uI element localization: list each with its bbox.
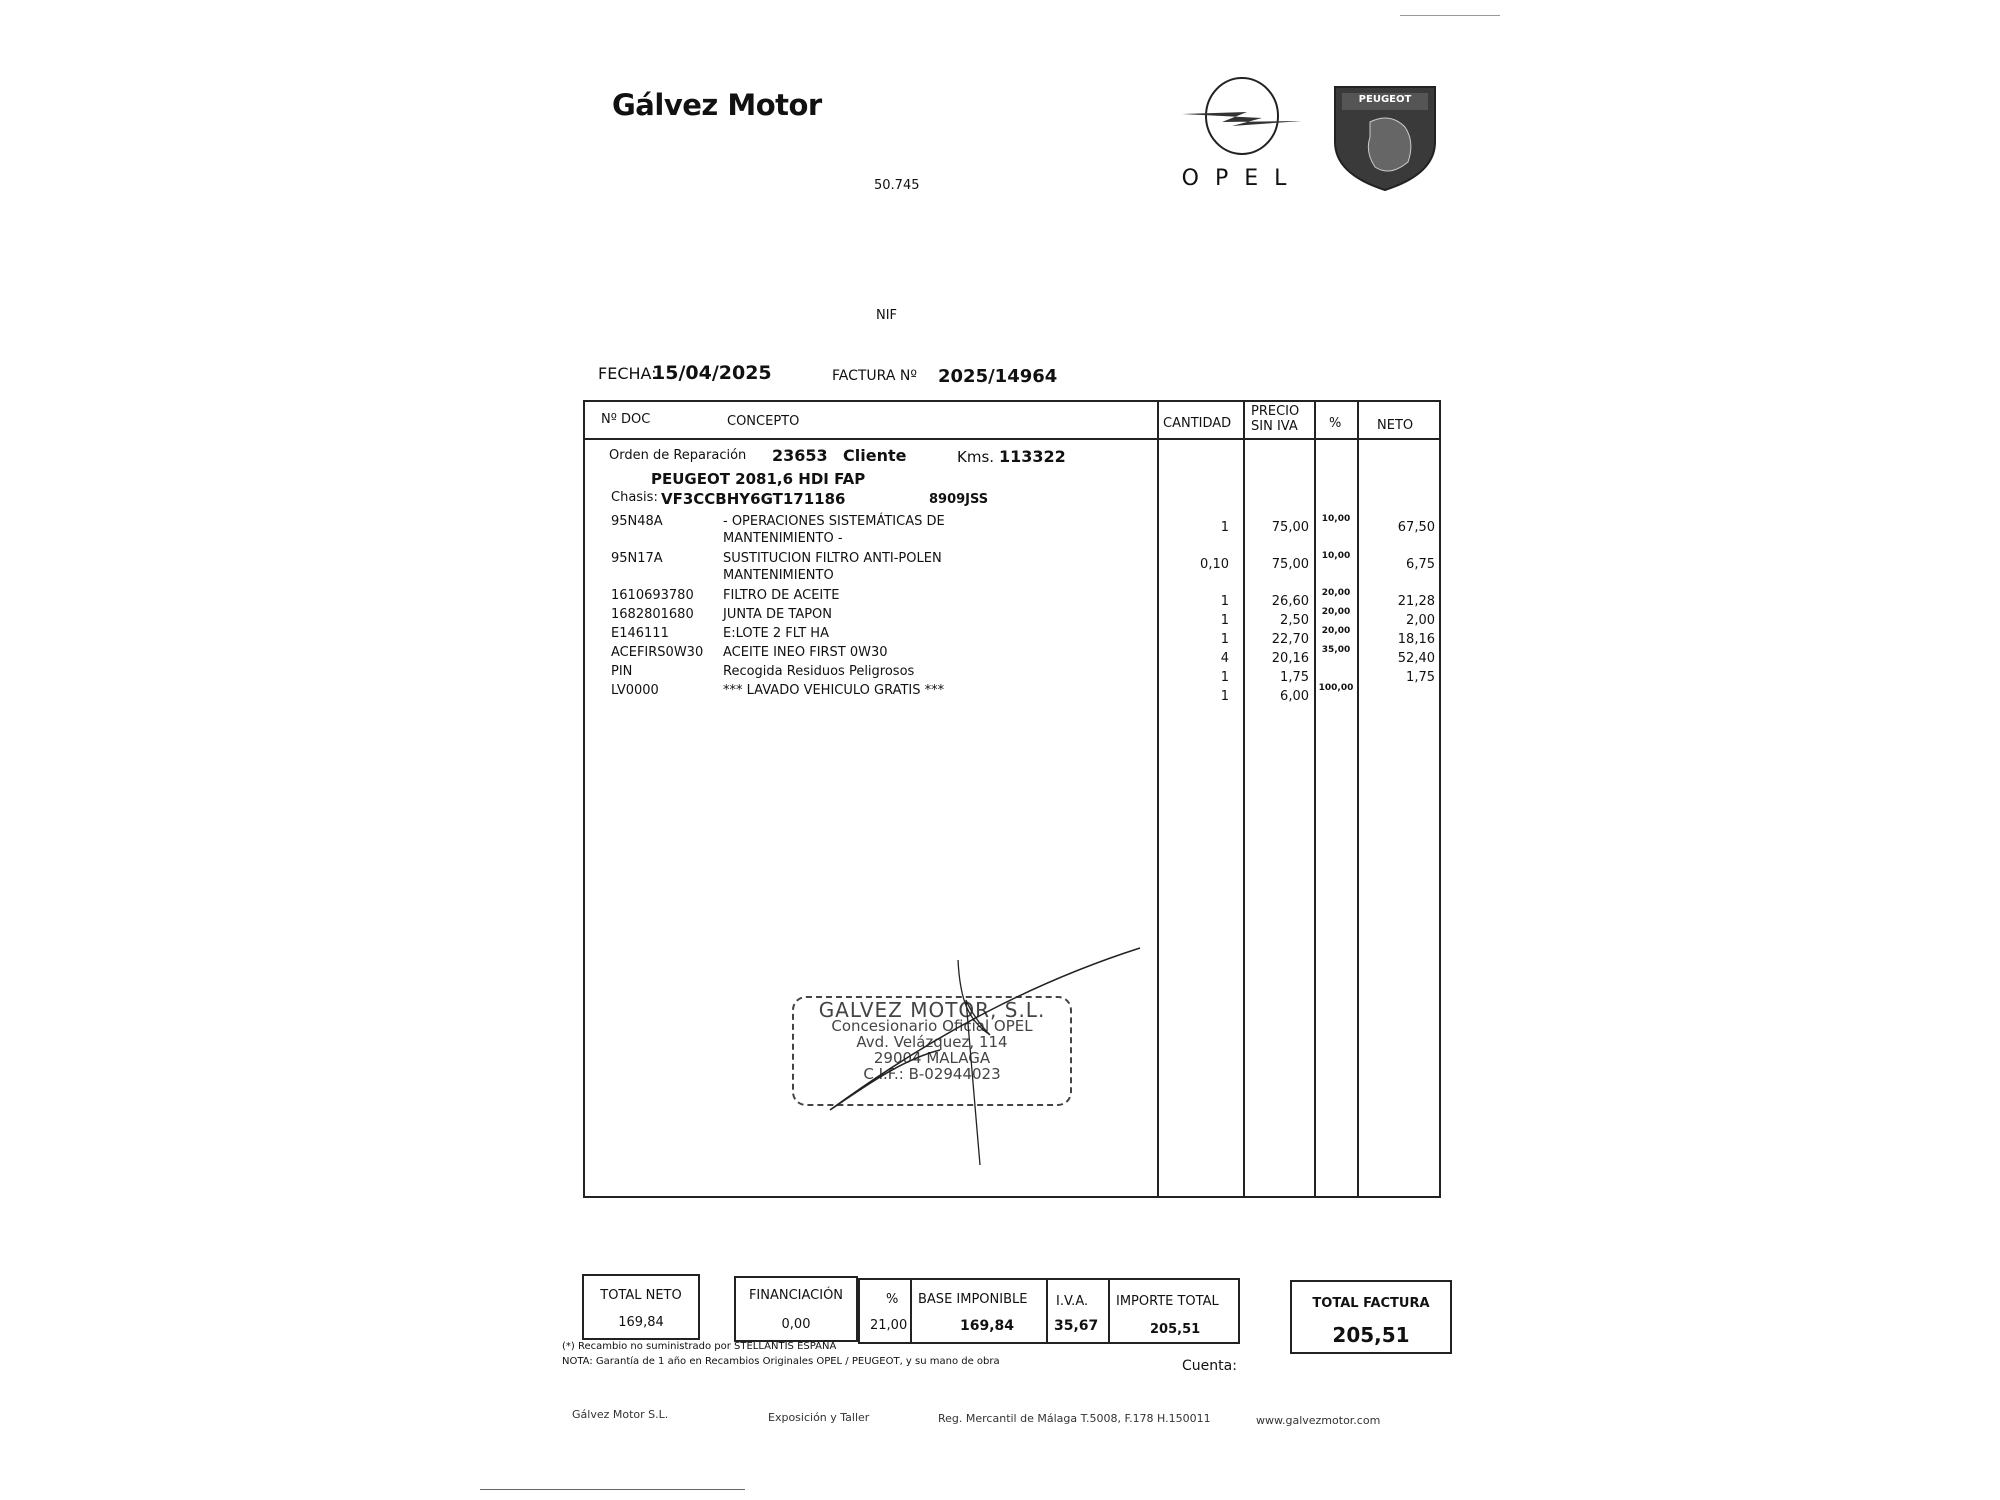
line-doc: 1682801680 xyxy=(611,607,694,622)
column-header-precio xyxy=(1251,404,1299,434)
line-precio: 75,00 xyxy=(1271,520,1309,535)
invoice-date: 15/04/2025 xyxy=(652,362,772,384)
total-neto-label: TOTAL NETO xyxy=(600,1288,682,1303)
line-neto: 18,16 xyxy=(1397,632,1435,647)
opel-wordmark: OPEL xyxy=(1181,166,1303,191)
iva-value: 35,67 xyxy=(1054,1318,1099,1334)
total-neto-box xyxy=(582,1274,700,1340)
line-doc: ACEFIRS0W30 xyxy=(611,645,704,660)
line-cantidad: 1 xyxy=(1220,520,1229,535)
line-percent: 20,00 xyxy=(1321,626,1351,636)
divider xyxy=(1108,1280,1110,1342)
tax-pct-value: 21,00 xyxy=(870,1318,908,1333)
line-concepto-cont: MANTENIMIENTO - xyxy=(723,531,843,546)
line-cantidad: 1 xyxy=(1220,689,1229,704)
footer-web: www.galvezmotor.com xyxy=(1256,1414,1381,1427)
line-neto: 21,28 xyxy=(1397,594,1435,609)
tax-pct-label: % xyxy=(886,1292,899,1307)
line-concepto: E:LOTE 2 FLT HA xyxy=(723,626,829,641)
kms-label: Kms. xyxy=(957,448,995,466)
scan-artifact-top xyxy=(1400,15,1500,16)
line-concepto: - OPERACIONES SISTEMÁTICAS DE xyxy=(723,514,945,529)
line-doc: 1610693780 xyxy=(611,588,694,603)
column-header-percent: % xyxy=(1329,416,1342,431)
header-divider xyxy=(585,438,1439,440)
line-concepto: *** LAVADO VEHICULO GRATIS *** xyxy=(723,683,945,698)
line-concepto: FILTRO DE ACEITE xyxy=(723,588,840,603)
total-factura-box xyxy=(1290,1280,1452,1354)
precio-line-2: SIN IVA xyxy=(1251,419,1298,434)
order-number: 23653 xyxy=(772,446,828,465)
line-precio: 1,75 xyxy=(1280,670,1309,685)
peugeot-logo xyxy=(1330,82,1440,192)
line-doc: 95N48A xyxy=(611,514,663,529)
line-percent: 10,00 xyxy=(1321,551,1351,561)
line-percent: 100,00 xyxy=(1318,683,1354,693)
invoice-number: 2025/14964 xyxy=(938,366,1058,387)
table-row xyxy=(585,607,1439,628)
footer-company: Gálvez Motor S.L. xyxy=(572,1408,669,1421)
divider xyxy=(910,1280,912,1342)
stamp-address: Avd. Velázquez, 114 xyxy=(856,1033,1008,1051)
line-neto: 52,40 xyxy=(1397,651,1435,666)
nif-label: NIF xyxy=(876,308,898,323)
opel-logo xyxy=(1172,74,1312,194)
table-row xyxy=(585,588,1439,609)
line-cantidad: 1 xyxy=(1220,594,1229,609)
chasis-value: VF3CCBHY6GT171186 xyxy=(661,490,846,508)
total-factura-label: TOTAL FACTURA xyxy=(1312,1296,1430,1311)
financiacion-label: FINANCIACIÓN xyxy=(748,1288,844,1303)
importe-label: IMPORTE TOTAL xyxy=(1116,1294,1219,1309)
financiacion-value: 0,00 xyxy=(781,1317,811,1332)
line-concepto: ACEITE INEO FIRST 0W30 xyxy=(723,645,888,660)
invoice-number-label: FACTURA Nº xyxy=(832,368,917,384)
signature xyxy=(790,940,1150,1170)
line-cantidad: 0,10 xyxy=(1200,557,1229,572)
table-row xyxy=(585,664,1439,685)
base-label: BASE IMPONIBLE xyxy=(918,1292,1028,1307)
line-cantidad: 4 xyxy=(1220,651,1229,666)
stamp-company: GALVEZ MOTOR, S.L. xyxy=(818,998,1046,1022)
line-neto: 6,75 xyxy=(1406,557,1435,572)
plate-value: 8909JSS xyxy=(929,492,989,507)
stamp-line-2: Concesionario Oficial OPEL xyxy=(831,1017,1033,1035)
company-name: Gálvez Motor xyxy=(612,88,822,122)
line-precio: 6,00 xyxy=(1280,689,1309,704)
total-neto-value: 169,84 xyxy=(618,1315,664,1330)
table-row xyxy=(585,683,1439,704)
divider xyxy=(1046,1280,1048,1342)
client-label: Cliente xyxy=(843,446,907,465)
column-header-neto: NETO xyxy=(1377,418,1414,433)
column-header-concepto: CONCEPTO xyxy=(727,414,800,429)
precio-line-1: PRECIO xyxy=(1251,404,1300,419)
financiacion-box xyxy=(734,1276,858,1342)
line-cantidad: 1 xyxy=(1220,670,1229,685)
chasis-label: Chasis: xyxy=(611,490,658,505)
column-header-doc: Nº DOC xyxy=(601,412,651,427)
iva-label: I.V.A. xyxy=(1056,1294,1089,1309)
line-doc: E146111 xyxy=(611,626,669,641)
line-concepto: Recogida Residuos Peligrosos xyxy=(723,664,915,679)
total-factura-value: 205,51 xyxy=(1332,1323,1410,1347)
vehicle-line: PEUGEOT 2081,6 HDI FAP xyxy=(651,470,866,488)
scan-artifact-bottom xyxy=(480,1489,745,1490)
stamp-city: 29004 MALAGA xyxy=(873,1049,991,1067)
peugeot-wordmark: PEUGEOT xyxy=(1358,94,1412,105)
document-code: 50.745 xyxy=(874,178,920,193)
account-label: Cuenta: xyxy=(1182,1358,1237,1374)
line-percent: 20,00 xyxy=(1321,588,1351,598)
note-warranty: NOTA: Garantía de 1 año en Recambios Originales OPEL / PEUGEOT, y su mano de obra xyxy=(562,1356,1000,1367)
footer-section: Exposición y Taller xyxy=(768,1411,870,1424)
line-precio: 26,60 xyxy=(1271,594,1309,609)
line-percent: 20,00 xyxy=(1321,607,1351,617)
line-percent: 35,00 xyxy=(1321,645,1351,655)
table-row xyxy=(585,626,1439,647)
importe-value: 205,51 xyxy=(1150,1322,1201,1337)
line-neto: 1,75 xyxy=(1406,670,1435,685)
line-cantidad: 1 xyxy=(1220,632,1229,647)
line-concepto-cont: MANTENIMIENTO xyxy=(723,568,834,583)
line-cantidad: 1 xyxy=(1220,613,1229,628)
base-value: 169,84 xyxy=(960,1318,1015,1334)
line-neto: 2,00 xyxy=(1406,613,1435,628)
order-label: Orden de Reparación xyxy=(609,448,747,463)
line-doc: 95N17A xyxy=(611,551,663,566)
line-precio: 2,50 xyxy=(1280,613,1309,628)
table-row xyxy=(585,551,1439,583)
line-doc: PIN xyxy=(611,664,633,679)
line-doc: LV0000 xyxy=(611,683,659,698)
line-concepto: JUNTA DE TAPON xyxy=(723,607,833,622)
tax-summary-box xyxy=(858,1278,1240,1344)
line-concepto: SUSTITUCION FILTRO ANTI-POLEN xyxy=(723,551,942,566)
note-stellantis: (*) Recambio no suministrado por STELLANTIS ESPAÑA xyxy=(562,1341,837,1352)
line-neto: 67,50 xyxy=(1397,520,1435,535)
line-precio: 20,16 xyxy=(1271,651,1309,666)
order-info-line xyxy=(585,446,1439,468)
footer-registry: Reg. Mercantil de Málaga T.5008, F.178 H.150011 xyxy=(938,1412,1211,1425)
table-row xyxy=(585,645,1439,666)
line-precio: 22,70 xyxy=(1271,632,1309,647)
date-label: FECHA: xyxy=(598,364,657,383)
kms-value: 113322 xyxy=(999,447,1066,466)
stamp-cif: C.I.F.: B-02944023 xyxy=(863,1065,1001,1083)
column-header-cantidad: CANTIDAD xyxy=(1163,416,1232,431)
line-percent: 10,00 xyxy=(1321,514,1351,524)
table-row xyxy=(585,514,1439,546)
line-precio: 75,00 xyxy=(1271,557,1309,572)
chasis-line xyxy=(585,490,1439,506)
